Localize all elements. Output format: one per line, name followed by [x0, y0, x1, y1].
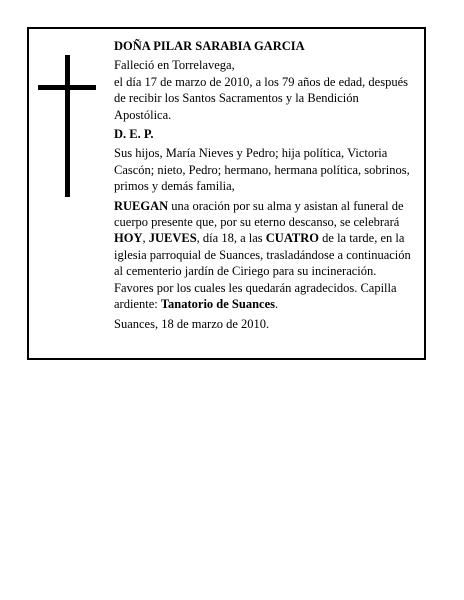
hoy-keyword: HOY	[114, 231, 143, 246]
family-list: Sus hijos, María Nieves y Pedro; hija política, Victoria Cascón; nieto, Pedro; hermano, hermana política, sobrinos, primos y demás familia,	[114, 146, 410, 194]
death-line: Falleció en Torrelavega,	[114, 58, 235, 73]
cross-vertical-bar	[65, 55, 70, 197]
request-text-2: , día 18, a las	[196, 231, 266, 246]
deceased-name: DOÑA PILAR SARABIA GARCIA	[114, 39, 305, 53]
tanatorio-keyword: Tanatorio de Suances	[160, 297, 276, 312]
cross-icon	[38, 55, 96, 197]
jueves-keyword: JUEVES	[148, 231, 197, 246]
death-details: el día 17 de marzo de 2010, a los 79 años de edad, después de recibir los Santos Sacramentos y la Bendición Apostólica.	[114, 74, 409, 122]
signoff-line: Suances, 18 de marzo de 2010.	[114, 316, 270, 331]
dep-line: D. E. P.	[114, 127, 154, 142]
obituary-text	[114, 38, 418, 332]
ruegan-keyword: RUEGAN	[114, 198, 169, 213]
request-end: .	[275, 297, 279, 312]
request-text-3: de la tarde, en la iglesia parroquial de Suances, trasladándose a continuación al cementerio jardín de Ciriego para su incineración. Favores por los cuales les quedarán agradecidos. Capilla ardiente:	[114, 231, 411, 312]
funeral-request	[114, 198, 418, 313]
cross-horizontal-bar	[38, 85, 96, 90]
cuatro-keyword: CUATRO	[265, 231, 320, 246]
request-text-1: una oración por su alma y asistan al funeral de cuerpo presente que, por su eterno descanso, se celebrará	[114, 198, 404, 230]
request-sep-1: ,	[142, 231, 149, 246]
